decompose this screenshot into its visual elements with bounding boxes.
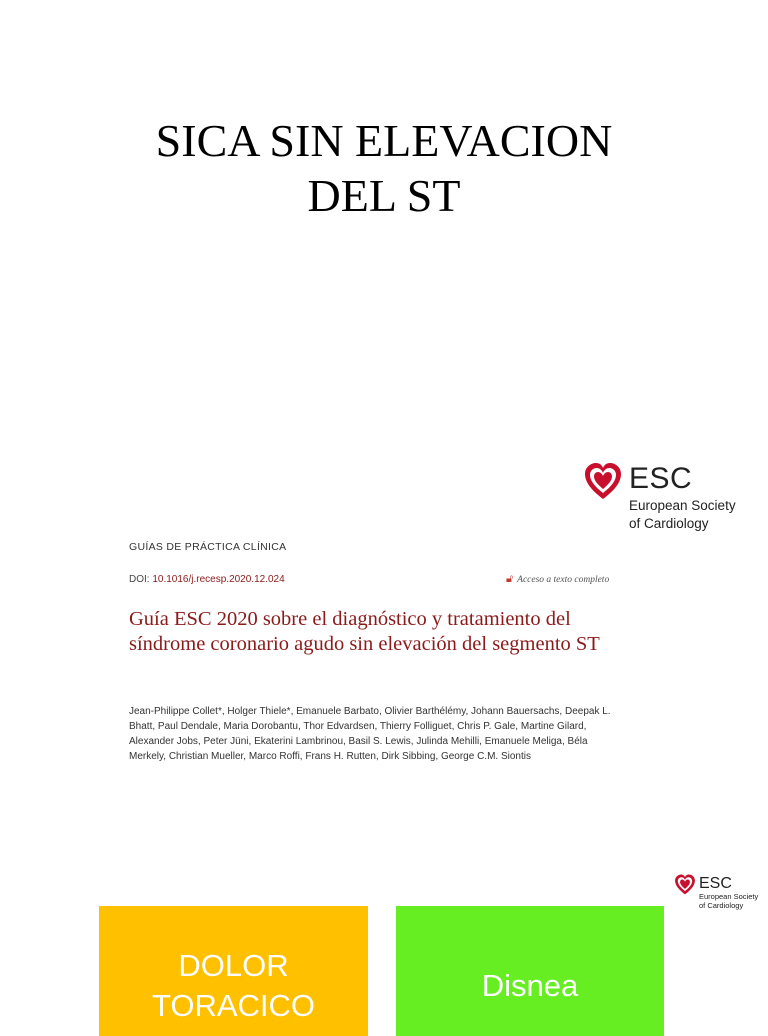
doi-link[interactable]: 10.1016/j.recesp.2020.12.024 (152, 574, 285, 585)
doi-label: DOI: (129, 574, 153, 585)
heart-icon (674, 874, 696, 896)
symptom-box-disnea (396, 906, 664, 1036)
access-label: Acceso a texto completo (517, 574, 610, 585)
author-list: Jean-Philippe Collet*, Holger Thiele*, Emanuele Barbato, Olivier Barthélémy, Johann Bauersachs, Deepak L. Bhatt, Paul Dendale, Maria Dorobantu, Thor Edvardsen, Thierry Folliguet, Chris P. Gale, Martine Gilard, Alexander Jobs, Peter Jüni, Ekaterini Lambrinou, Basil S. Lewis, Julinda Mehilli, Emanuele Meliga, Béla Merkely, Christian Mueller, Marco Roffi, Frans H. Rutten, Dirk Sibbing, George C.M. Siontis (129, 706, 611, 762)
document-title: Guía ESC 2020 sobre el diagnóstico y tratamiento del síndrome coronario agudo sin elevación del segmento ST (129, 608, 600, 655)
logo-name-line1: European Society (629, 498, 736, 513)
dolor-line2: TORACICO (151, 988, 316, 1023)
doi-line (129, 574, 285, 585)
logo-name-line2: of Cardiology (699, 900, 744, 910)
access-full-text[interactable] (506, 573, 609, 586)
slide-title-line1: SICA SIN ELEVACION (155, 115, 613, 166)
symptom-box-dolor-toracico (99, 906, 368, 1036)
logo-name-line1: European Society (699, 892, 759, 901)
section-label: GUÍAS DE PRÁCTICA CLÍNICA (129, 541, 287, 553)
esc-logo-small (674, 874, 758, 910)
logo-acronym: ESC (629, 462, 693, 495)
dolor-line1: DOLOR (178, 948, 289, 983)
esc-logo (583, 462, 736, 532)
slide-title (0, 113, 768, 223)
heart-icon (583, 462, 623, 502)
disnea-label: Disnea (481, 968, 579, 1003)
logo-acronym: ESC (699, 875, 732, 892)
logo-name-line2: of Cardiology (629, 516, 709, 531)
slide-title-line2: DEL ST (307, 170, 461, 221)
unlock-icon: 🔓︎ (506, 573, 514, 585)
